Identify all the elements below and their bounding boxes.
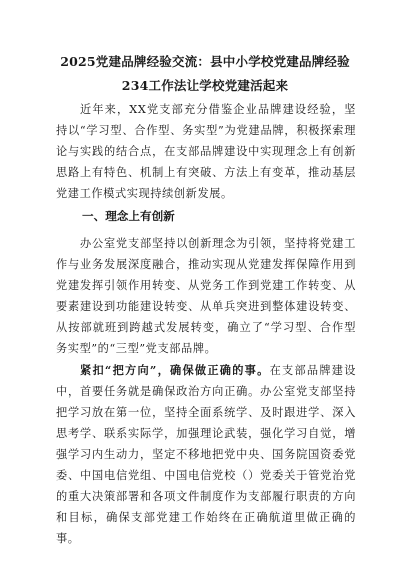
paragraph-lead: 紧扣“把方向”，确保做正确的事。 bbox=[80, 363, 270, 377]
intro-paragraph: 近年来，XX党支部充分借鉴企业品牌建设经验，坚持以“学习型、合作型、务实型”为党建品牌，积极探索理论与实践的结合点，在支部品牌建设中实现理念上有创新思路上有特色、机制上有突破、方法上有变革，推动基层党建工作模式实现持续创新发展。 bbox=[56, 103, 356, 200]
section-paragraph: 办公室党支部坚持以创新理念为引领，坚持将党建工作与业务发展深度融合，推动实现从党建发挥保障作用到党建发挥引领作用转变、从党务工作到党建工作转变、从要素建设到功能建设转变、从单兵突进到整体建设转变、从按部就班到跨越式发展转变，确立了“学习型、合作型务实型”的“三型”党支部品牌。 bbox=[56, 237, 356, 355]
paragraph-text: 在支部品牌建设中，首要任务就是确保政治方向正确。办公室党支部坚持把学习放在第一位，坚持全面系统学、及时跟进学、深入思考学、联系实际学，加强理论武装，强化学习自觉，增强学习内生动力，坚定不移地把党中央、国务院国资委党委、中国电信党组、中国电信党校（）党委关于管党治党的重大决策部署和各项文件制度作为支部履行职责的方向和目标，确保支部党建工作始终在正确航道里做正确的事。 bbox=[56, 364, 356, 545]
section-paragraph-2 bbox=[56, 360, 356, 549]
section-heading: 一、理念上有创新 bbox=[82, 209, 175, 223]
document-title: 2025党建品牌经验交流：县中小学校党建品牌经验234工作法让学校党建活起来 bbox=[60, 54, 350, 93]
